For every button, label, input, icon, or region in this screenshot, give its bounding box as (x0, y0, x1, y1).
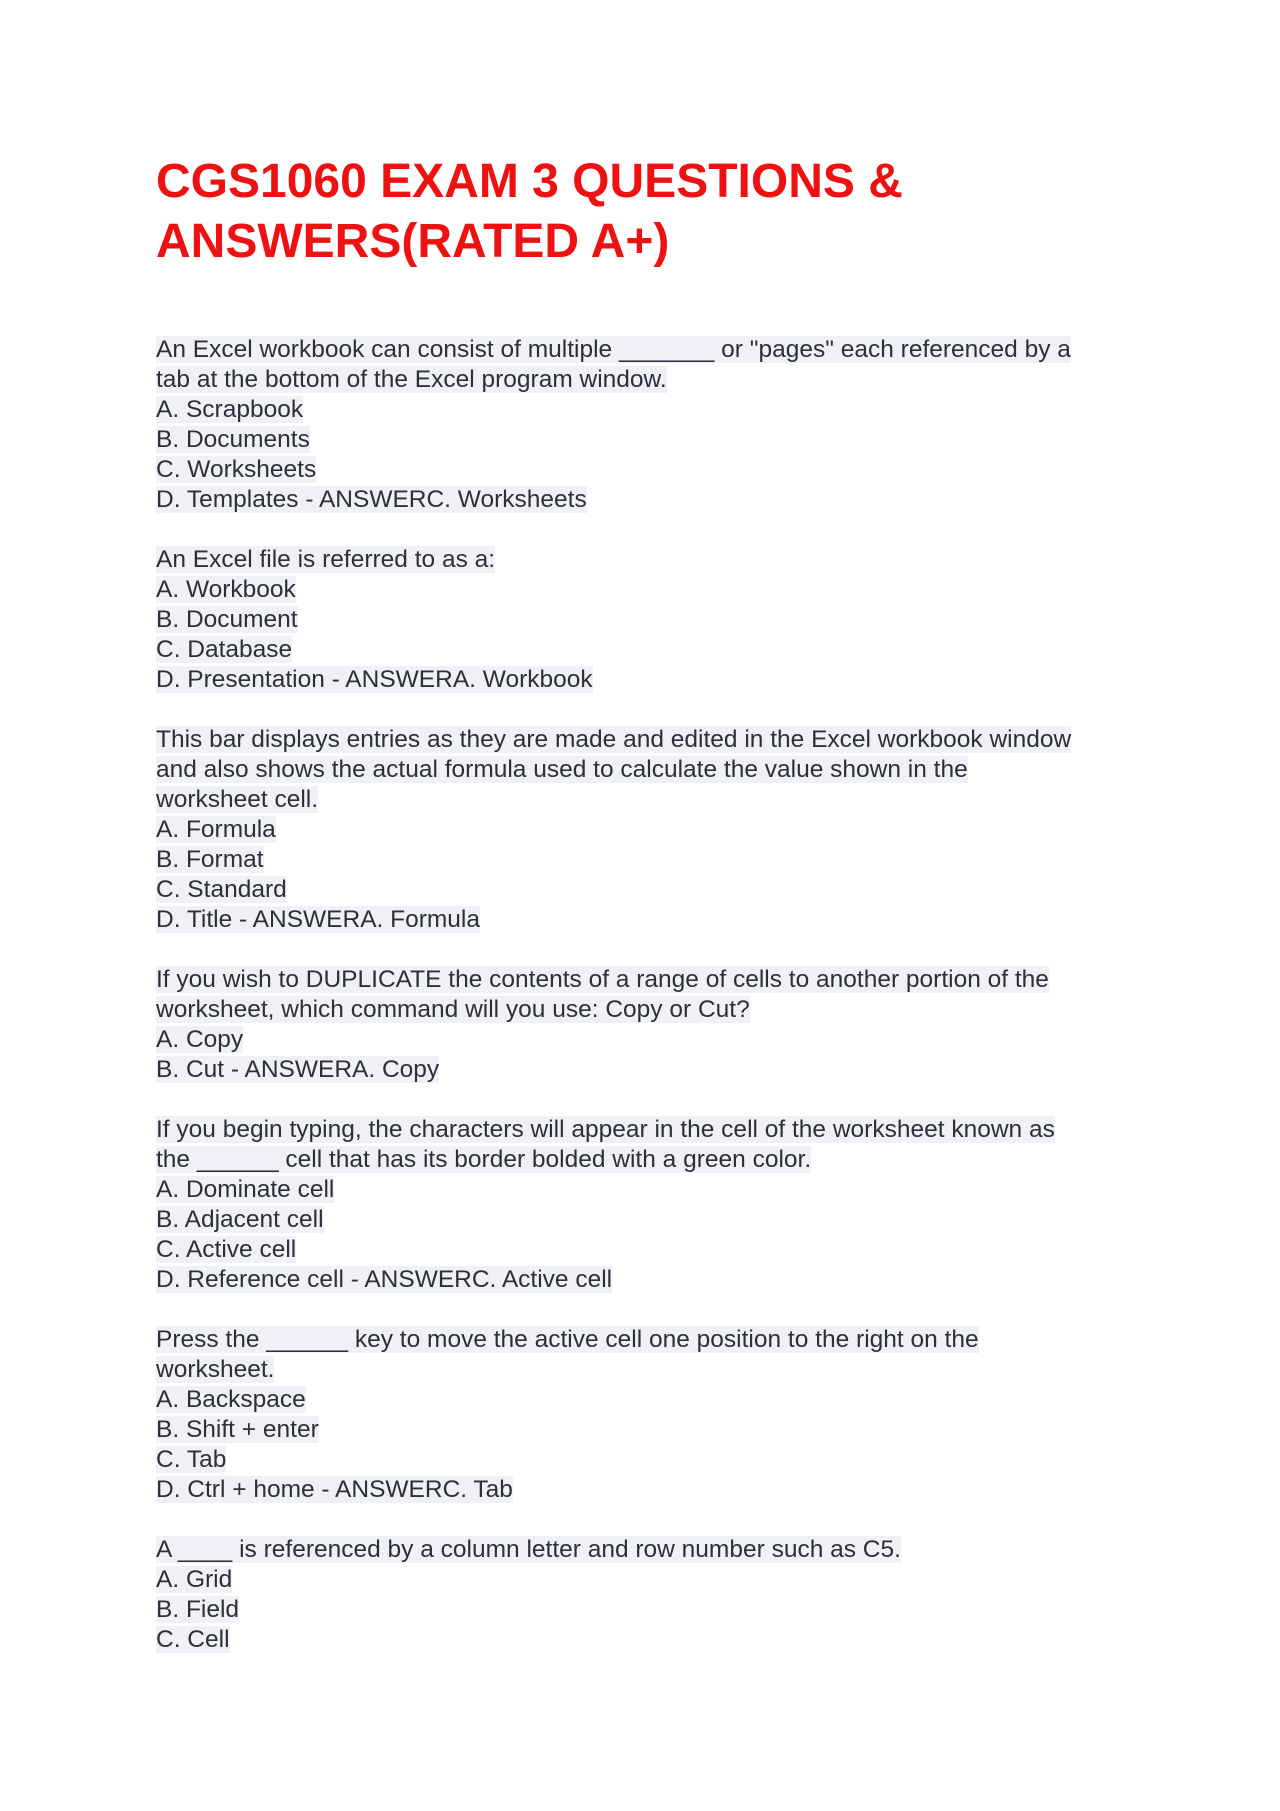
question-text-line: A ____ is referenced by a column letter and row number such as C5. (156, 1536, 901, 1563)
question-block-7 (156, 1535, 1156, 1655)
question-text-line: worksheet, which command will you use: Copy or Cut? (156, 996, 750, 1023)
answer-option: B. Field (156, 1596, 240, 1623)
question-block-3 (156, 725, 1156, 935)
question-text-line: Press the ______ key to move the active cell one position to the right on the (156, 1326, 979, 1353)
question-text-line: If you wish to DUPLICATE the contents of a range of cells to another portion of the (156, 966, 1049, 993)
answer-option: C. Active cell (156, 1236, 297, 1263)
answer-option: B. Format (156, 846, 264, 873)
answer-option: B. Shift + enter (156, 1416, 319, 1443)
question-text-line: This bar displays entries as they are made and edited in the Excel workbook window (156, 726, 1072, 753)
answer-option-with-key: D. Templates - ANSWERC. Worksheets (156, 486, 587, 513)
question-block-1 (156, 335, 1156, 515)
questions-list (156, 335, 1156, 1685)
answer-option: B. Document (156, 606, 298, 633)
answer-option: C. Tab (156, 1446, 227, 1473)
title-line-2: ANSWERS(RATED A+) (156, 215, 670, 268)
question-text-line: tab at the bottom of the Excel program window. (156, 366, 667, 393)
answer-option: A. Dominate cell (156, 1176, 335, 1203)
answer-option: A. Scrapbook (156, 396, 304, 423)
answer-option: A. Copy (156, 1026, 244, 1053)
answer-option: B. Adjacent cell (156, 1206, 324, 1233)
answer-option-with-key: B. Cut - ANSWERA. Copy (156, 1056, 440, 1083)
document-title (156, 152, 1156, 272)
answer-option-with-key: D. Title - ANSWERA. Formula (156, 906, 481, 933)
question-text-line: worksheet cell. (156, 786, 319, 813)
question-text-line: An Excel file is referred to as a: (156, 546, 496, 573)
question-block-2 (156, 545, 1156, 695)
answer-option: C. Worksheets (156, 456, 317, 483)
answer-option: A. Backspace (156, 1386, 306, 1413)
question-block-5 (156, 1115, 1156, 1295)
question-text-line: and also shows the actual formula used to calculate the value shown in the (156, 756, 968, 783)
answer-option-with-key: D. Reference cell - ANSWERC. Active cell (156, 1266, 613, 1293)
answer-option-with-key: D. Ctrl + home - ANSWERC. Tab (156, 1476, 513, 1503)
question-block-6 (156, 1325, 1156, 1505)
answer-option: A. Grid (156, 1566, 233, 1593)
answer-option-with-key: D. Presentation - ANSWERA. Workbook (156, 666, 593, 693)
question-block-4 (156, 965, 1156, 1085)
answer-option: A. Formula (156, 816, 276, 843)
answer-option: C. Database (156, 636, 293, 663)
question-text-line: the ______ cell that has its border bolded with a green color. (156, 1146, 812, 1173)
question-text-line: worksheet. (156, 1356, 275, 1383)
question-text-line: If you begin typing, the characters will appear in the cell of the worksheet known as (156, 1116, 1055, 1143)
title-line-1: CGS1060 EXAM 3 QUESTIONS & (156, 155, 903, 208)
answer-option: C. Cell (156, 1626, 230, 1653)
question-text-line: An Excel workbook can consist of multiple _______ or "pages" each referenced by a (156, 336, 1071, 363)
answer-option: A. Workbook (156, 576, 296, 603)
answer-option: C. Standard (156, 876, 287, 903)
answer-option: B. Documents (156, 426, 310, 453)
